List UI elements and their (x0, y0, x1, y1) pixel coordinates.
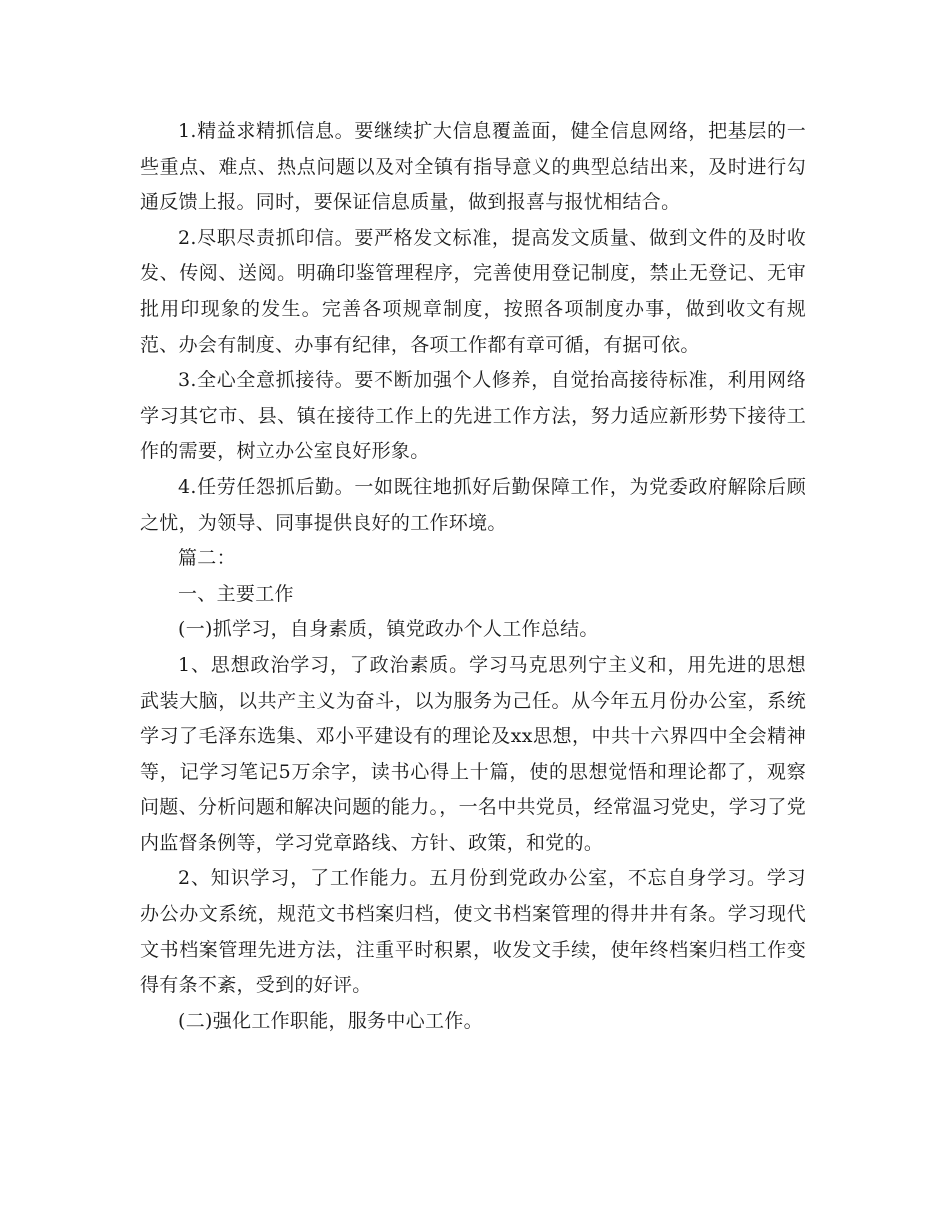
section-heading-part-two: 篇二： (178, 547, 236, 570)
paragraph-knowledge-study: 2、知识学习，了工作能力。五月份到党政办公室，不忘自身学习。学习办公办文系统，规范文书档案归档，使文书档案管理的得井井有条。学习现代文书档案管理先进方法，注重平时积累，收发文手续，使年终档案归档工作变得有条不紊，受到的好评。 (140, 867, 806, 997)
subsection-heading-service: (二)强化工作职能，服务中心工作。 (178, 1009, 483, 1032)
section-heading-main-work: 一、主要工作 (178, 582, 294, 605)
paragraph-logistics: 4.任劳任怨抓后勤。一如既往地抓好后勤保障工作，为党委政府解除后顾之忧，为领导、同事提供良好的工作环境。 (140, 475, 806, 534)
document-body (140, 114, 806, 1039)
subsection-heading-study: (一)抓学习，自身素质，镇党政办个人工作总结。 (178, 618, 599, 641)
paragraph-reception: 3.全心全意抓接待。要不断加强个人修养，自觉抬高接待标准，利用网络学习其它市、县、镇在接待工作上的先进工作方法，努力适应新形势下接待工作的需要，树立办公室良好形象。 (140, 369, 806, 463)
paragraph-political-study: 1、思想政治学习，了政治素质。学习马克思列宁主义和，用先进的思想武装大脑，以共产主义为奋斗，以为服务为己任。从今年五月份办公室，系统学习了毛泽东选集、邓小平建设有的理论及xx思想，中共十六界四中全会精神等，记学习笔记5万余字，读书心得上十篇，使的思想觉悟和理论都了，观察问题、分析问题和解决问题的能力。，一名中共党员，经常温习党史，学习了党内监督条例等，学习党章路线、方针、政策，和党的。 (140, 653, 807, 854)
paragraph-info: 1.精益求精抓信息。要继续扩大信息覆盖面，健全信息网络，把基层的一些重点、难点、热点问题以及对全镇有指导意义的典型总结出来，及时进行勾通反馈上报。同时，要保证信息质量，做到报喜与报忧相结合。 (140, 120, 806, 214)
paragraph-seal: 2.尽职尽责抓印信。要严格发文标准，提高发文质量、做到文件的及时收发、传阅、送阅。明确印鉴管理程序，完善使用登记制度，禁止无登记、无审批用印现象的发生。完善各项规章制度，按照各项制度办事，做到收文有规范、办会有制度、办事有纪律，各项工作都有章可循，有据可依。 (140, 226, 806, 356)
